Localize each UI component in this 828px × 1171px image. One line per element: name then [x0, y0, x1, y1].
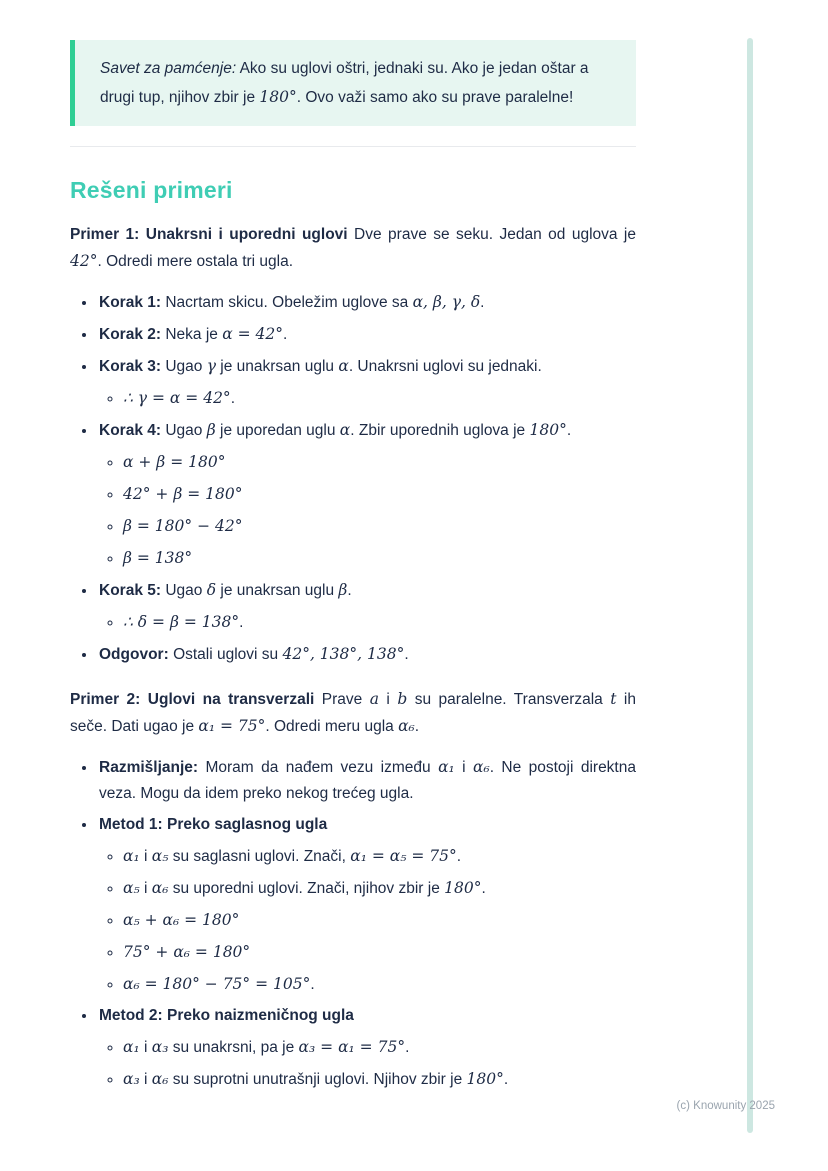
- sub-list: [99, 1034, 636, 1093]
- item-label: Odgovor:: [99, 646, 169, 663]
- primer2-intro: [70, 686, 636, 740]
- item-label: Metod 2: Preko naizmeničnog ugla: [99, 1007, 354, 1024]
- sub-list-item: ◦ α₁ i α₃ su unakrsni, pa je α₃ = α₁ = 75°.: [123, 1034, 636, 1061]
- sub-list-item: ◦ α₃ i α₆ su suprotni unutrašnji uglovi. Njihov zbir je 180°.: [123, 1066, 636, 1093]
- sub-list-item: ◦ β = 138°: [123, 545, 636, 572]
- list-item: [97, 754, 636, 807]
- item-label: Metod 1: Preko saglasnog ugla: [99, 816, 328, 833]
- document-content: [70, 0, 636, 1098]
- sub-list: [99, 843, 636, 998]
- list-item: [97, 417, 636, 572]
- list-item: [97, 289, 636, 316]
- item-text: Neka je α = 42°.: [165, 325, 288, 343]
- tip-callout: [70, 40, 636, 126]
- divider: [70, 146, 636, 147]
- item-text: Ostali uglovi su 42°, 138°, 138°.: [173, 645, 409, 663]
- item-text: Moram da nađem vezu između α₁ i α₆. Ne postoji direktna veza. Mogu da idem preko nekog trećeg ugla.: [99, 758, 636, 802]
- sub-list-item: ◦ β = 180° − 42°: [123, 513, 636, 540]
- primer1-intro-label: Primer 1: Unakrsni i uporedni uglovi: [70, 226, 348, 243]
- item-label: Korak 3:: [99, 358, 162, 375]
- sub-list-item: ◦ 42° + β = 180°: [123, 481, 636, 508]
- sub-list: [99, 449, 636, 572]
- list-item: [97, 353, 636, 412]
- tip-callout-text: Ako su uglovi oštri, jednaki su. Ako je jedan oštar a drugi tup, njihov zbir je 180°. Ovo važi samo ako su prave paralelne!: [100, 60, 589, 106]
- list-item: [97, 1003, 636, 1093]
- tip-callout-label: Savet za pamćenje:: [100, 60, 237, 77]
- sub-list-item: ◦ α₅ i α₆ su uporedni uglovi. Znači, njihov zbir je 180°.: [123, 875, 636, 902]
- sub-list-item: ◦ ∴ γ = α = 42°.: [123, 385, 636, 412]
- item-label: Korak 4:: [99, 422, 162, 439]
- sub-list-item: ◦ α₆ = 180° − 75° = 105°.: [123, 971, 636, 998]
- watermark: (c) Knowunity 2025: [676, 1100, 775, 1112]
- section-title: Rešeni primeri: [70, 177, 233, 203]
- sub-list: [99, 385, 636, 412]
- sub-list-item: ◦ 75° + α₆ = 180°: [123, 939, 636, 966]
- primer1-intro-text: Dve prave se seku. Jedan od uglova je 42°. Odredi mere ostala tri ugla.: [70, 226, 636, 270]
- list-item: [97, 577, 636, 636]
- item-text: Nacrtam skicu. Obeležim uglove sa α, β, γ, δ.: [165, 293, 485, 311]
- sub-list-item: ◦ ∴ δ = β = 138°.: [123, 609, 636, 636]
- primer2-intro-text: Prave a i b su paralelne. Transverzala t ih seče. Dati ugao je α₁ = 75°. Odredi meru ugla α₆.: [70, 690, 636, 735]
- item-label: Razmišljanje:: [99, 759, 199, 776]
- sub-list-item: ◦ α + β = 180°: [123, 449, 636, 476]
- item-label: Korak 1:: [99, 294, 162, 311]
- primer1-intro: [70, 222, 636, 275]
- list-item: [97, 812, 636, 998]
- primer1-list: [70, 289, 636, 668]
- list-item: [97, 641, 636, 668]
- primer2-intro-label: Primer 2: Uglovi na transverzali: [70, 691, 315, 708]
- item-text: Ugao γ je unakrsan uglu α. Unakrsni uglovi su jednaki.: [165, 357, 542, 375]
- sub-list: [99, 609, 636, 636]
- item-label: Korak 5:: [99, 582, 162, 599]
- scrollbar[interactable]: [747, 38, 753, 1133]
- item-text: Ugao δ je unakrsan uglu β.: [165, 581, 352, 599]
- item-text: Ugao β je uporedan uglu α. Zbir uporednih uglova je 180°.: [165, 421, 572, 439]
- sub-list-item: ◦ α₅ + α₆ = 180°: [123, 907, 636, 934]
- list-item: [97, 321, 636, 348]
- item-label: Korak 2:: [99, 326, 162, 343]
- sub-list-item: ◦ α₁ i α₅ su saglasni uglovi. Znači, α₁ = α₅ = 75°.: [123, 843, 636, 870]
- primer2-list: [70, 754, 636, 1093]
